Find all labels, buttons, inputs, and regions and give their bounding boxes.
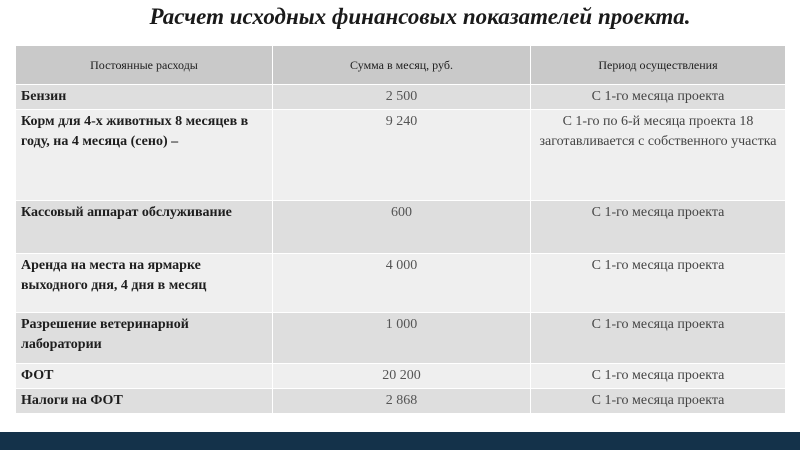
table-row [16,254,786,313]
table-header-row [16,46,786,85]
header-fixed-costs: Постоянные расходы [16,46,273,85]
cost-amount: 1 000 [273,313,531,364]
cost-amount: 20 200 [273,364,531,389]
cost-amount: 9 240 [273,110,531,201]
cost-period: С 1-го месяца проекта [531,364,786,389]
table-row [16,201,786,254]
cost-period: С 1-го месяца проекта [531,254,786,313]
table-row [16,110,786,201]
cost-period: С 1-го месяца проекта [531,201,786,254]
cost-amount: 4 000 [273,254,531,313]
header-period: Период осуществления [531,46,786,85]
cost-name: Аренда на места на ярмарке выходного дня, 4 дня в месяц [16,254,273,313]
table-row [16,313,786,364]
cost-name: Бензин [16,85,273,110]
cost-name: ФОТ [16,364,273,389]
cost-amount: 2 500 [273,85,531,110]
slide-title: Расчет исходных финансовых показателей проекта. [149,4,691,29]
cost-name: Налоги на ФОТ [16,389,273,414]
table-row [16,364,786,389]
footer-bar [0,432,800,450]
header-monthly-amount: Сумма в месяц, руб. [273,46,531,85]
fixed-costs-table [15,45,786,414]
cost-period: С 1-го месяца проекта [531,389,786,414]
table-row [16,389,786,414]
cost-amount: 600 [273,201,531,254]
cost-amount: 2 868 [273,389,531,414]
cost-name: Кассовый аппарат обслуживание [16,201,273,254]
cost-period: С 1-го по 6-й месяца проекта 18 заготавливается с собственного участка [531,110,786,201]
cost-name: Корм для 4-х животных 8 месяцев в году, на 4 месяца (сено) – [16,110,273,201]
cost-period: С 1-го месяца проекта [531,85,786,110]
cost-name: Разрешение ветеринарной лаборатории [16,313,273,364]
cost-period: С 1-го месяца проекта [531,313,786,364]
table-row [16,85,786,110]
